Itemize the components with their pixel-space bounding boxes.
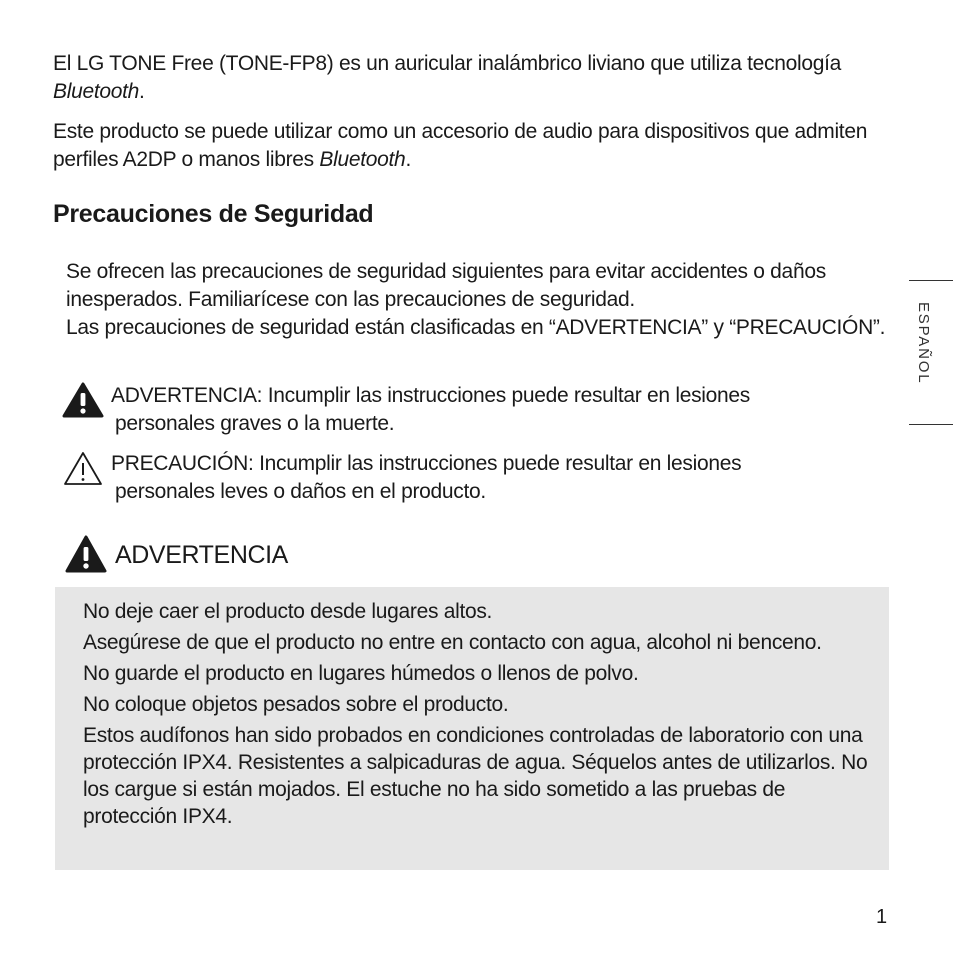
- legend-warning-line-1: [111, 382, 750, 410]
- section-intro-line-2: Las precauciones de seguridad están clasificadas en “ADVERTENCIA” y “PRECAUCIÓN”.: [66, 316, 886, 339]
- side-tab-bottom-rule: [909, 424, 953, 425]
- warning-heading-title: ADVERTENCIA: [115, 541, 288, 569]
- language-label: ESPAÑOL: [915, 302, 932, 385]
- warning-filled-icon: [65, 535, 107, 573]
- warning-list: [83, 598, 883, 834]
- warning-item: No guarde el producto en lugares húmedos o llenos de polvo.: [83, 662, 639, 685]
- warning-box: [55, 587, 889, 870]
- legend-caution-description: Incumplir las instrucciones puede resultar en lesiones: [253, 452, 742, 475]
- warning-item: No deje caer el producto desde lugares altos.: [83, 600, 493, 623]
- legend-warning-description: Incumplir las instrucciones puede resultar en lesiones: [262, 384, 750, 407]
- legend-caution-line-2: personales leves o daños en el producto.: [115, 480, 486, 503]
- bluetooth-term: Bluetooth: [319, 148, 406, 171]
- section-intro: [66, 258, 886, 342]
- bluetooth-term: Bluetooth: [53, 80, 140, 103]
- section-intro-line-1: Se ofrecen las precauciones de seguridad siguientes para evitar accidentes o daños inesperados. Familiarícese con las precauciones de seguridad.: [66, 260, 826, 311]
- language-side-tab: [909, 280, 953, 425]
- warning-item: No coloque objetos pesados sobre el producto.: [83, 693, 509, 716]
- intro-paragraph-2-text: Este producto se puede utilizar como un accesorio de audio para dispositivos que admiten perfiles A2DP o manos libres: [53, 120, 868, 171]
- legend-warning-term: ADVERTENCIA:: [111, 384, 263, 407]
- intro-paragraph-1-end: .: [139, 80, 145, 103]
- intro-paragraph-2-end: .: [405, 148, 411, 171]
- legend-caution-term: PRECAUCIÓN:: [111, 452, 254, 475]
- section-title: Precauciones de Seguridad: [53, 200, 374, 228]
- warning-filled-icon: [62, 382, 104, 418]
- intro-paragraph-1-text: El LG TONE Free (TONE-FP8) es un auricular inalámbrico liviano que utiliza tecnología: [53, 52, 842, 75]
- intro-paragraph-2: [53, 118, 873, 174]
- warning-item: Asegúrese de que el producto no entre en contacto con agua, alcohol ni benceno.: [83, 631, 822, 654]
- side-tab-top-rule: [909, 280, 953, 281]
- warning-outline-icon: [62, 450, 104, 486]
- warning-item: Estos audífonos han sido probados en condiciones controladas de laboratorio con una protección IPX4. Resistentes a salpicaduras de agua. Séquelos antes de utilizarlos. No los cargue si están mojados. El estuche no ha sido sometido a las pruebas de protección IPX4.: [83, 724, 868, 828]
- page-number: 1: [876, 906, 888, 928]
- legend-warning-line-2: personales graves o la muerte.: [115, 412, 395, 435]
- legend-caution-line-1: [111, 450, 741, 478]
- intro-paragraph-1: [53, 50, 873, 106]
